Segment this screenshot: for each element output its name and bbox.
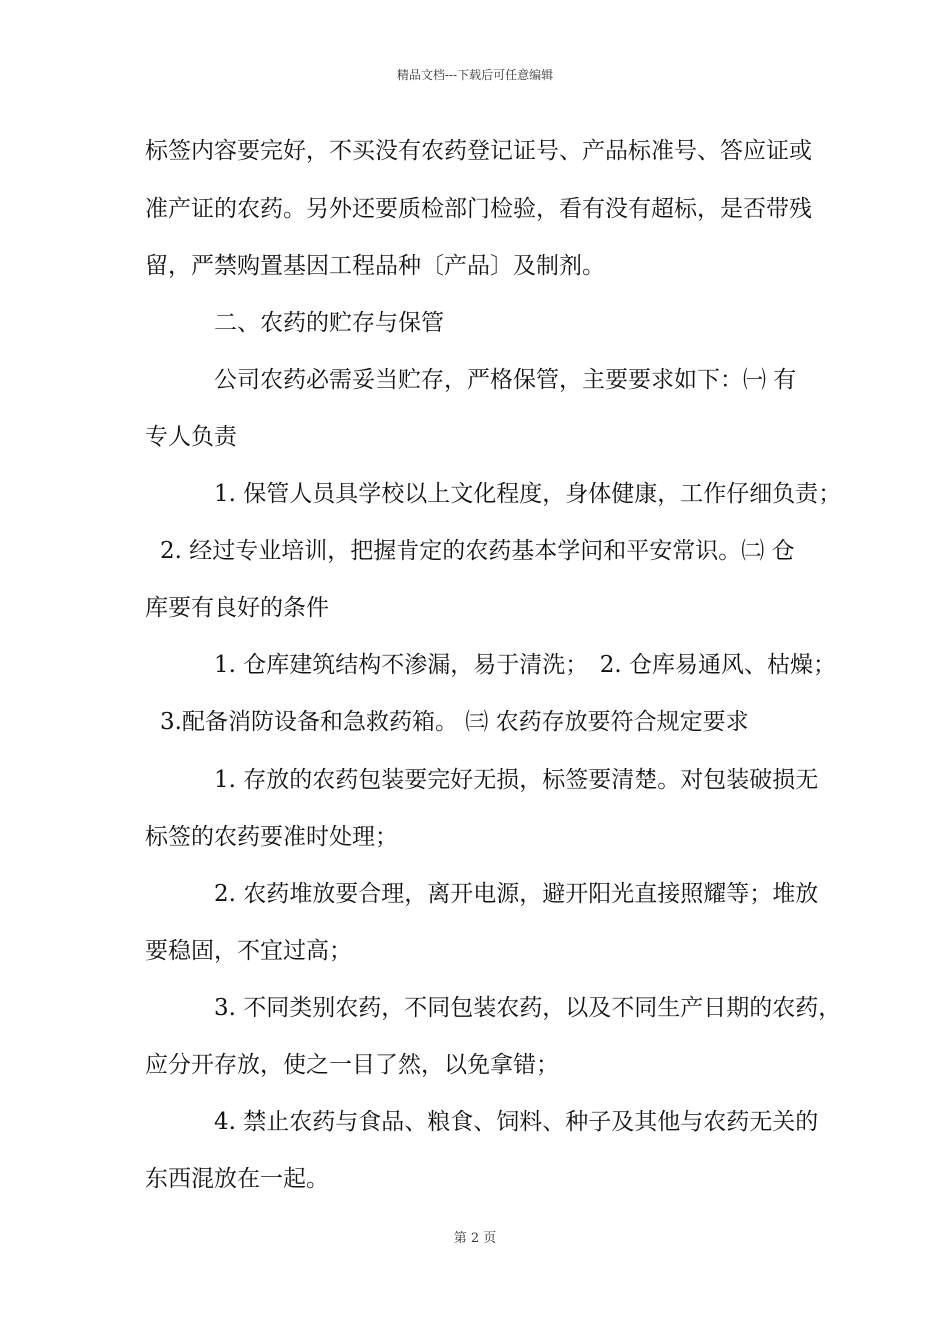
text-line: 专人负责 (145, 424, 237, 450)
text-line: 2. 农药堆放要合理，离开电源，避开阳光直接照耀等；堆放 (214, 881, 819, 907)
text-line: 3. 不同类别农药，不同包装农药，以及不同生产日期的农药， (214, 995, 842, 1021)
text-line: 标签的农药要准时处理； (145, 824, 398, 850)
text-line: 准产证的农药。另外还要质检部门检验，看有没有超标，是否带残 (145, 196, 812, 222)
page-header: 精品文档---下载后可任意编辑 (396, 68, 554, 82)
text-line: 公司农药必需妥当贮存，严格保管，主要要求如下：㈠ 有 (214, 367, 797, 393)
text-line: 标签内容要完好，不买没有农药登记证号、产品标准号、答应证或 (145, 138, 812, 164)
text-line: 库要有良好的条件 (145, 595, 329, 621)
text-line: 2. 经过专业培训，把握肯定的农药基本学问和平安常识。㈡ 仓 (160, 538, 795, 564)
text-line: 1. 保管人员具学校以上文化程度，身体健康，工作仔细负责； (214, 481, 842, 507)
section-heading: 二、农药的贮存与保管 (214, 310, 444, 336)
text-line: 4. 禁止农药与食品、粮食、饲料、种子及其他与农药无关的 (214, 1109, 819, 1135)
text-line: 1. 仓库建筑结构不渗漏，易于清洗； 2. 仓库易通风、枯燥； (214, 652, 837, 678)
text-line: 留，严禁购置基因工程品种〔产品〕及制剂。 (145, 253, 605, 279)
text-line: 3.配备消防设备和急救药箱。 ㈢ 农药存放要符合规定要求 (160, 709, 749, 735)
text-line: 应分开存放，使之一目了然，以免拿错； (145, 1052, 559, 1078)
text-line: 要稳固，不宜过高； (145, 938, 352, 964)
page-number: 第 2 页 (453, 1231, 497, 1246)
text-line: 1. 存放的农药包装要完好无损，标签要清楚。对包装破损无 (214, 767, 819, 793)
text-line: 东西混放在一起。 (145, 1166, 329, 1192)
